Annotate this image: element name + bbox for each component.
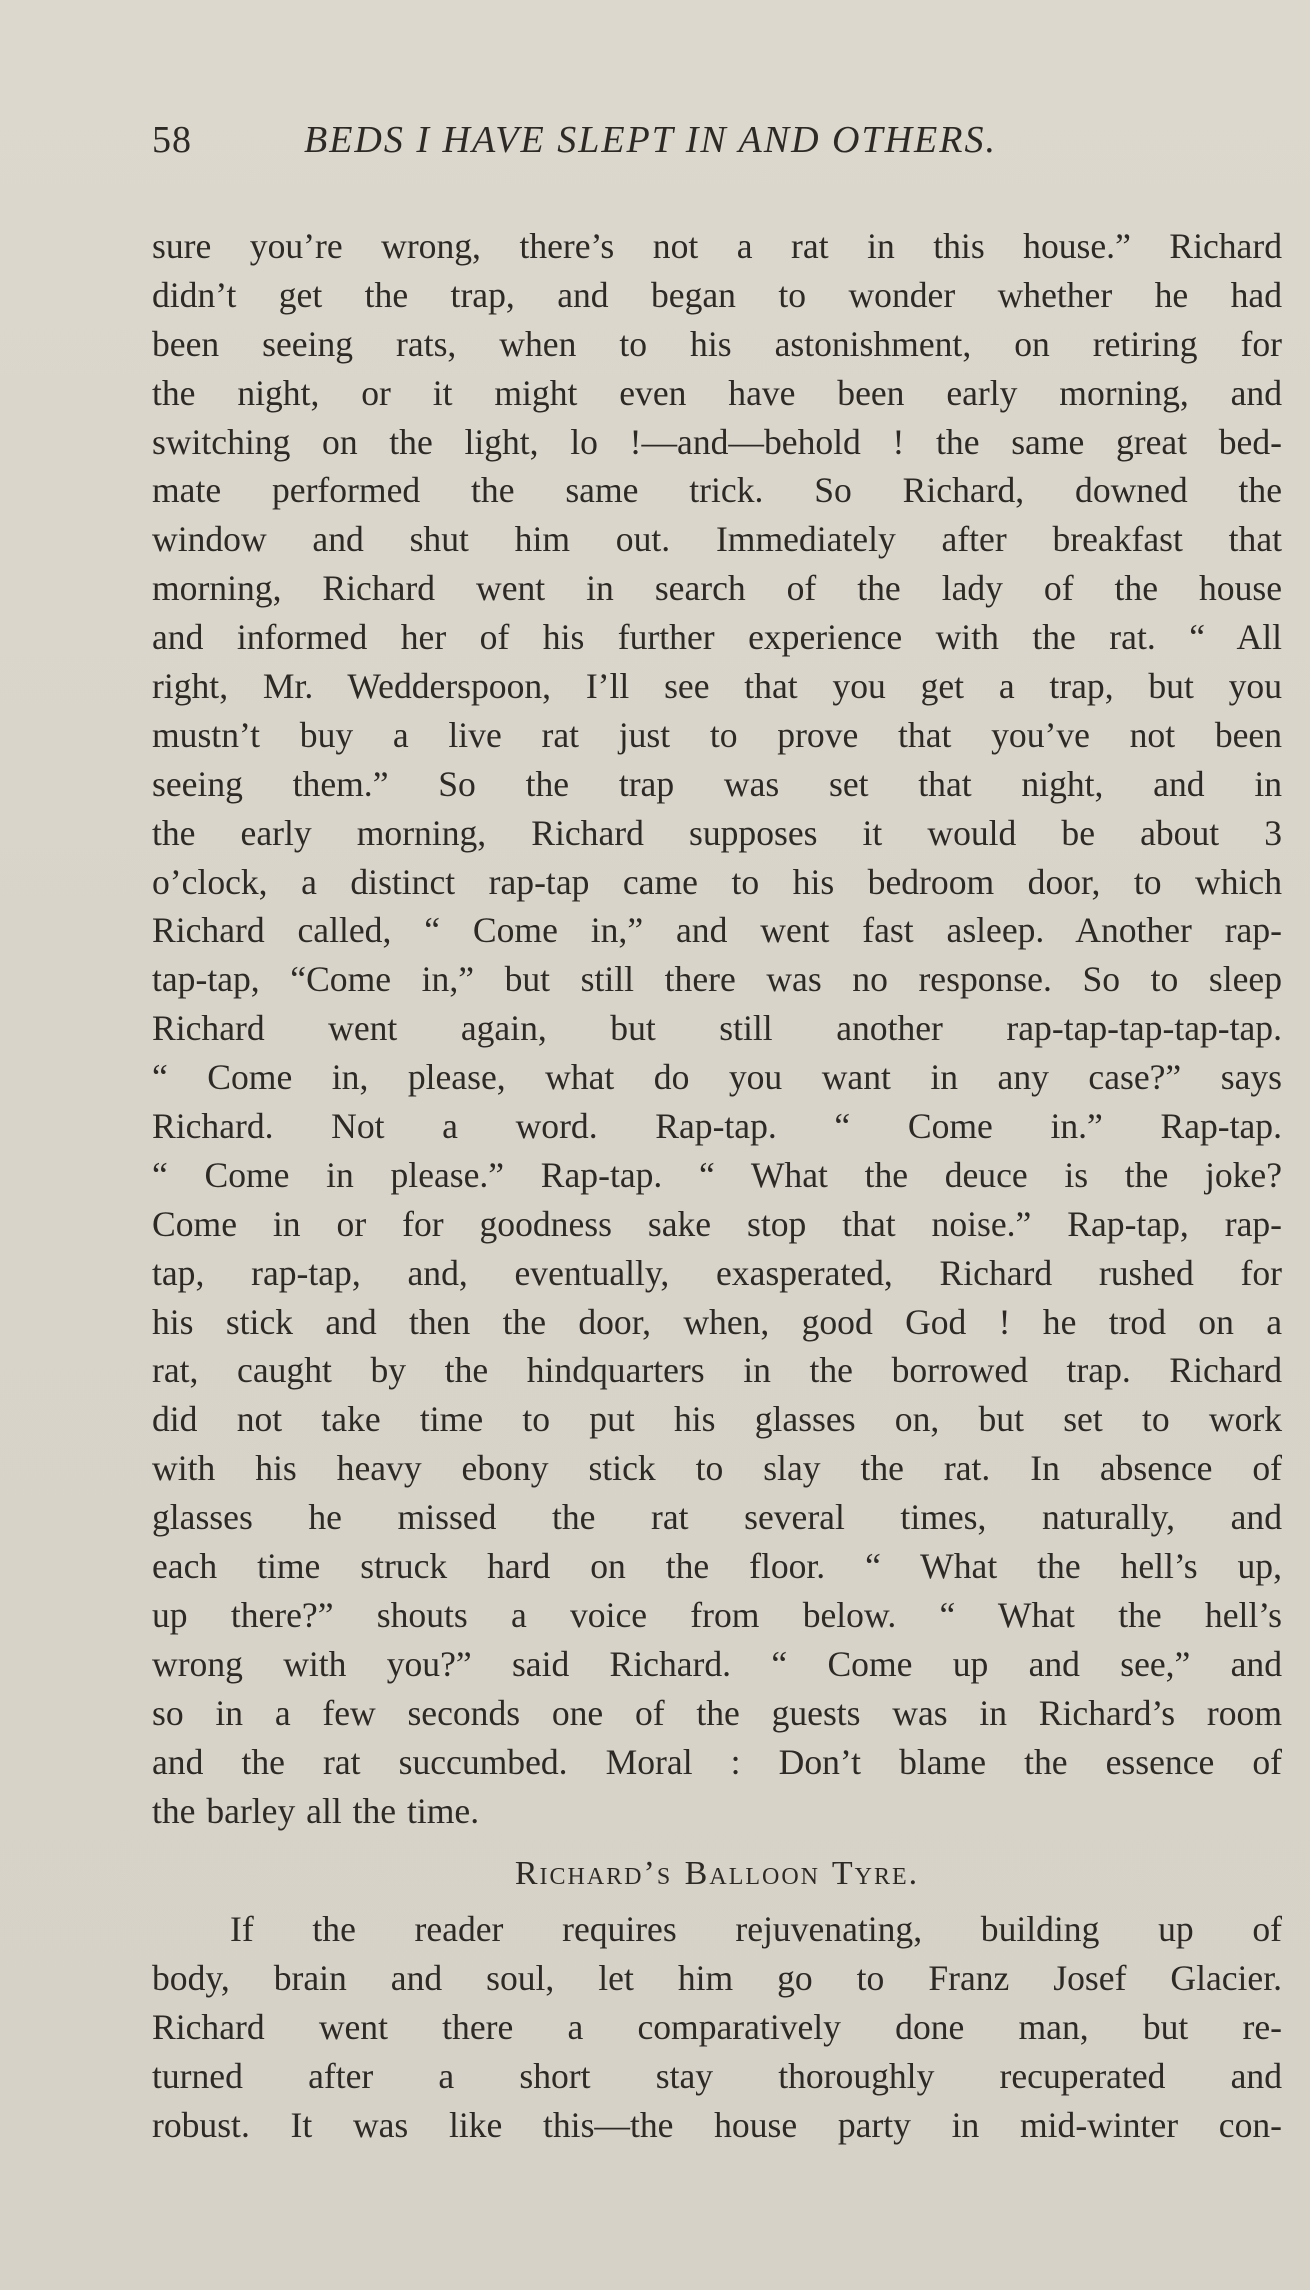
text-line: sure you’re wrong, there’s not a rat in this house.” Richard [152,226,1282,266]
text-line: with his heavy ebony stick to slay the rat. In absence of [152,1448,1282,1489]
running-header [152,118,1152,178]
section-heading: Richard’s Balloon Tyre. [514,1855,920,1893]
body-text [152,222,1282,2150]
text-line: “ Come in, please, what do you want in any case?” says [152,1057,1282,1098]
text-line: morning, Richard went in search of the lady of the house [152,568,1282,609]
text-line: Come in or for goodness sake stop that noise.” Rap-tap, rap- [152,1203,1282,1244]
text-line: Richard went again, but still another rap-tap-tap-tap-tap. [152,1008,1282,1049]
text-line: did not take time to put his glasses on, but set to work [152,1399,1282,1440]
text-line: so in a few seconds one of the guests was in Richard’s room [152,1692,1282,1733]
text-line: “ Come in please.” Rap-tap. “ What the deuce is the joke? [152,1154,1282,1195]
text-line: Richard called, “ Come in,” and went fast asleep. Another rap- [152,910,1282,951]
text-line: robust. It was like this—the house party in mid-winter con- [152,2104,1282,2145]
text-line: the barley all the time. [152,1790,480,1831]
text-line: tap-tap, “Come in,” but still there was no response. So to sleep [152,959,1282,1000]
text-line: switching on the light, lo !—and—behold ! the same great bed- [152,421,1282,462]
text-line: and the rat succumbed. Moral : Don’t blame the essence of [152,1741,1282,1782]
text-line: the early morning, Richard supposes it would be about 3 [152,812,1282,853]
text-line: glasses he missed the rat several times, naturally, and [152,1497,1282,1538]
text-line: wrong with you?” said Richard. “ Come up and see,” and [152,1643,1282,1684]
text-line: didn’t get the trap, and began to wonder whether he had [152,274,1282,315]
paragraph-2 [152,1905,1282,2149]
text-line: mustn’t buy a live rat just to prove that you’ve not been [152,714,1282,755]
text-line: right, Mr. Wedderspoon, I’ll see that you get a trap, but you [152,666,1282,707]
text-line: up there?” shouts a voice from below. “ What the hell’s [152,1594,1282,1635]
text-line: Richard went there a comparatively done man, but re- [152,2007,1282,2048]
text-line: his stick and then the door, when, good God ! he trod on a [152,1301,1282,1342]
text-line: seeing them.” So the trap was set that night, and in [152,763,1282,804]
text-line: turned after a short stay thoroughly recuperated and [152,2056,1282,2097]
text-line: o’clock, a distinct rap-tap came to his bedroom door, to which [152,861,1282,902]
text-line: the night, or it might even have been early morning, and [152,372,1282,413]
text-line: tap, rap-tap, and, eventually, exasperated, Richard rushed for [152,1252,1282,1293]
text-line: window and shut him out. Immediately after breakfast that [152,519,1282,560]
text-line: rat, caught by the hindquarters in the borrowed trap. Richard [152,1350,1282,1391]
book-title: BEDS I HAVE SLEPT IN AND OTHERS. [304,119,997,161]
text-line: body, brain and soul, let him go to Franz Josef Glacier. [152,1958,1282,1999]
paragraph-1 [152,222,1282,1835]
text-line: If the reader requires rejuvenating, building up of [230,1909,1282,1950]
text-line: been seeing rats, when to his astonishment, on retiring for [152,323,1282,364]
text-line: mate performed the same trick. So Richard, downed the [152,470,1282,511]
text-line: Richard. Not a word. Rap-tap. “ Come in.” Rap-tap. [152,1106,1282,1147]
text-line: and informed her of his further experience with the rat. “ All [152,617,1282,658]
text-line: each time struck hard on the floor. “ What the hell’s up, [152,1546,1282,1587]
page-number: 58 [152,119,192,161]
